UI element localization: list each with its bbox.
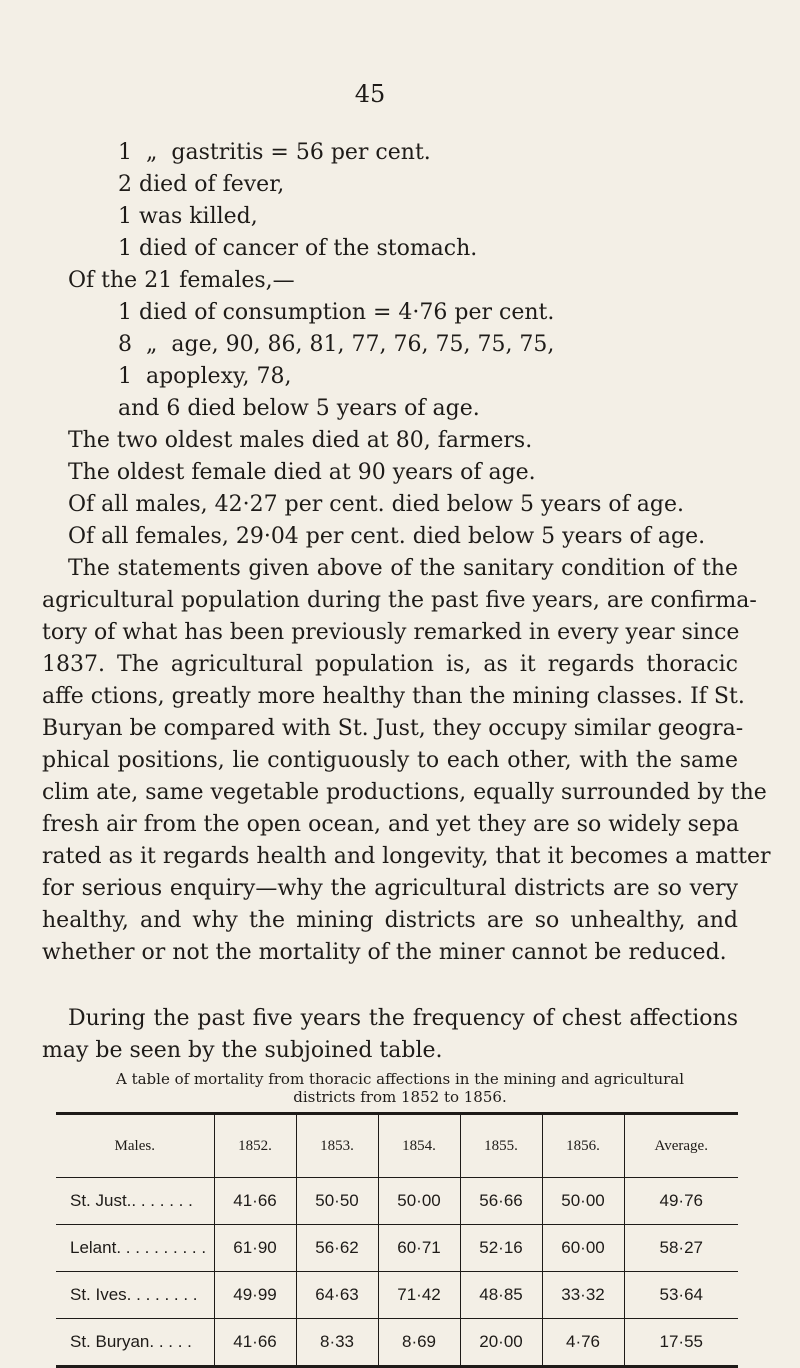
caption-line: A table of mortality from thoracic affections in the mining and agricultural [115, 1070, 685, 1088]
table-cell: 53·64 [624, 1272, 738, 1319]
paragraph-sanitary [42, 553, 771, 969]
text-line: The oldest female died at 90 years of age. [68, 460, 536, 485]
column-header: 1856. [542, 1114, 624, 1178]
table-row [56, 1225, 738, 1272]
paragraph-line: whether or not the mortality of the miner cannot be reduced. [42, 940, 727, 965]
table-cell: 8·33 [296, 1319, 378, 1367]
text-line: 1 died of consumption = 4·76 per cent. [118, 300, 555, 325]
district-name: St. Ives. . . . . . . . [56, 1272, 214, 1319]
table-cell: 41·66 [214, 1319, 296, 1367]
text-line: 1 apoplexy, 78, [118, 364, 292, 389]
paragraph-line: 1837. The agricultural population is, as it regards thoracic [42, 652, 738, 677]
column-header: 1854. [378, 1114, 460, 1178]
text-line: 2 died of fever, [118, 172, 285, 197]
paragraph-line: clim ate, same vegetable productions, equally surrounded by the [42, 780, 767, 805]
table-caption [60, 1070, 740, 1106]
text-line: Of all males, 42·27 per cent. died below 5 years of age. [68, 492, 684, 517]
column-header: 1855. [460, 1114, 542, 1178]
table-cell: 49·76 [624, 1178, 738, 1225]
text-line: 8 „ age, 90, 86, 81, 77, 76, 75, 75, 75, [118, 332, 555, 357]
text-line: The two oldest males died at 80, farmers. [68, 428, 533, 453]
paragraph-line: rated as it regards health and longevity, that it becomes a matter [42, 844, 771, 869]
table-cell: 49·99 [214, 1272, 296, 1319]
text-line: 1 „ gastritis = 56 per cent. [118, 140, 431, 165]
column-header: Average. [624, 1114, 738, 1178]
text-line: Of all females, 29·04 per cent. died below 5 years of age. [68, 524, 706, 549]
page-number: 45 [354, 80, 386, 108]
text-line: and 6 died below 5 years of age. [118, 396, 480, 421]
paragraph-line: tory of what has been previously remarked in every year since [42, 620, 740, 645]
table-cell: 41·66 [214, 1178, 296, 1225]
table-cell: 50·00 [542, 1178, 624, 1225]
mortality-table [56, 1112, 738, 1368]
table-cell: 4·76 [542, 1319, 624, 1367]
paragraph-line: for serious enquiry—why the agricultural districts are so very [42, 876, 738, 901]
district-name: St. Just.. . . . . . . [56, 1178, 214, 1225]
table-cell: 58·27 [624, 1225, 738, 1272]
table-header-row [56, 1114, 738, 1178]
paragraph-line: Buryan be compared with St. Just, they occupy similar geogra- [42, 716, 744, 741]
paragraph-line: agricultural population during the past five years, are confirma- [42, 588, 757, 613]
text-line: 1 died of cancer of the stomach. [118, 236, 478, 261]
table-cell: 17·55 [624, 1319, 738, 1367]
text-line: 1 was killed, [118, 204, 258, 229]
table-cell: 56·62 [296, 1225, 378, 1272]
table-cell: 48·85 [460, 1272, 542, 1319]
table-cell: 56·66 [460, 1178, 542, 1225]
paragraph-line: The statements given above of the sanitary condition of the [68, 556, 738, 581]
table-cell: 8·69 [378, 1319, 460, 1367]
table-cell: 50·00 [378, 1178, 460, 1225]
table-cell: 50·50 [296, 1178, 378, 1225]
table-row [56, 1178, 738, 1225]
text-line: Of the 21 females,— [68, 268, 295, 293]
paragraph-line: fresh air from the open ocean, and yet they are so widely sepa [42, 812, 740, 837]
paragraph-line: healthy, and why the mining districts are so unhealthy, and [42, 908, 738, 933]
column-header: Males. [56, 1114, 214, 1178]
table-cell: 64·63 [296, 1272, 378, 1319]
column-header: 1852. [214, 1114, 296, 1178]
caption-line: districts from 1852 to 1856. [293, 1088, 507, 1106]
column-header: 1853. [296, 1114, 378, 1178]
table-cell: 60·71 [378, 1225, 460, 1272]
table-row [56, 1272, 738, 1319]
paragraph-frequency [42, 1003, 738, 1067]
table-cell: 61·90 [214, 1225, 296, 1272]
table-row [56, 1319, 738, 1367]
district-name: Lelant. . . . . . . . . . [56, 1225, 214, 1272]
table-cell: 60·00 [542, 1225, 624, 1272]
paragraph-line: may be seen by the subjoined table. [42, 1038, 443, 1063]
paragraph-line: affe ctions, greatly more healthy than the mining classes. If St. [42, 684, 745, 709]
paragraph-line: phical positions, lie contiguously to each other, with the same [42, 748, 738, 773]
table-cell: 33·32 [542, 1272, 624, 1319]
table-cell: 71·42 [378, 1272, 460, 1319]
table-cell: 20·00 [460, 1319, 542, 1367]
table-cell: 52·16 [460, 1225, 542, 1272]
district-name: St. Buryan. . . . . [56, 1319, 214, 1367]
paragraph-line: During the past five years the frequency of chest affections [68, 1006, 738, 1031]
